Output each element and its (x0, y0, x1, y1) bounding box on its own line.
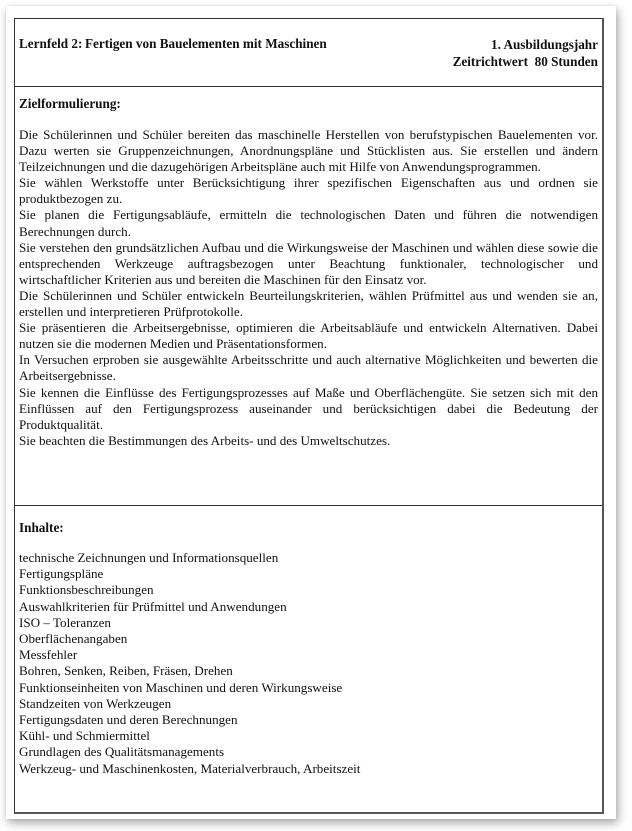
list-item: Grundlagen des Qualitätsmanagements (19, 744, 225, 760)
list-item: Standzeiten von Werkzeugen (19, 695, 172, 711)
time-guideline: Zeitrichtwert 80 Stunden (452, 54, 598, 69)
inhalte-list (19, 550, 598, 777)
paragraph: Sie verstehen den grundsätzlichen Aufbau und die Wirkungsweise der Maschinen und wählen diese sowie die entsprechenden Werkzeuge auftragsbezogen unter Beachtung funktionaler, technologischer und wirtschaftlicher Kriterien aus und bereiten die Maschinen für den Einsatz vor. (19, 239, 598, 287)
list-item: Bohren, Senken, Reiben, Fräsen, Drehen (19, 663, 233, 679)
paragraph: In Versuchen erproben sie ausgewählte Arbeitsschritte und auch alternative Möglichkeiten und bewerten die Arbeitsergebnisse. (19, 352, 598, 384)
list-item: ISO – Toleranzen (19, 614, 111, 630)
list-item: Funktionseinheiten von Maschinen und deren Wirkungsweise (19, 679, 343, 695)
lernfeld-meta (453, 36, 598, 70)
paragraph: Sie wählen Werkstoffe unter Berücksichtigung ihrer spezifischen Eigenschaften aus und ordnen sie produktbezogen zu. (19, 175, 598, 207)
zielformulierung-title: Zielformulierung: (19, 96, 121, 111)
inhalte-title: Inhalte: (19, 520, 64, 535)
list-item: Funktionsbeschreibungen (19, 582, 154, 598)
list-item: Fertigungsdaten und deren Berechnungen (19, 712, 238, 728)
paragraph: Sie kennen die Einflüsse des Fertigungsprozesses auf Maße und Oberflächengüte. Sie setzen sich mit den Einflüssen auf den Fertigungsprozess auseinander und berücksichtigen dabei die Bedeutung der Produktqualität. (19, 384, 598, 432)
lernfeld-table (14, 18, 604, 814)
paragraph: Sie planen die Fertigungsabläufe, ermitteln die technologischen Daten und führen die notwendigen Berechnungen durch. (19, 207, 598, 239)
list-item: Oberflächenangaben (19, 631, 128, 647)
list-item: Werkzeug- und Maschinenkosten, Materialverbrauch, Arbeitszeit (19, 760, 361, 776)
inhalte-section (15, 506, 602, 812)
list-item: Fertigungspläne (19, 566, 104, 582)
list-item: Messfehler (19, 647, 78, 663)
lernfeld-label: Lernfeld 2: (19, 36, 83, 51)
paragraph: Die Schülerinnen und Schüler bereiten das maschinelle Herstellen von berufstypischen Bauelementen vor. Dazu werten sie Gruppenzeichnungen, Anordnungspläne und Stücklisten aus. Sie erstellen und ändern Teilzeichnungen und die dazugehörigen Arbeitspläne auch mit Hilfe von Anwendungsprogrammen. (19, 127, 598, 175)
training-year: 1. Ausbildungsjahr (490, 37, 598, 52)
list-item: Kühl- und Schmiermittel (19, 728, 150, 744)
paragraph: Die Schülerinnen und Schüler entwickeln Beurteilungskriterien, wählen Prüfmittel aus und wenden sie an, erstellen und interpretieren Prüfprotokolle. (19, 287, 598, 320)
table-header (15, 19, 602, 87)
paragraph: Sie beachten die Bestimmungen des Arbeits- und des Umweltschutzes. (19, 432, 391, 448)
lernfeld-heading (19, 36, 327, 52)
list-item: technische Zeichnungen und Informationsquellen (19, 550, 279, 565)
zielformulierung-section (15, 87, 602, 506)
lernfeld-title: Fertigen von Bauelementen mit Maschinen (85, 36, 327, 51)
paragraph: Sie präsentieren die Arbeitsergebnisse, optimieren die Arbeitsabläufe und entwickeln Alternativen. Dabei nutzen sie die modernen Medien und Präsentationsformen. (19, 320, 598, 352)
list-item: Auswahlkriterien für Prüfmittel und Anwendungen (19, 598, 287, 614)
zielformulierung-text (19, 127, 598, 449)
